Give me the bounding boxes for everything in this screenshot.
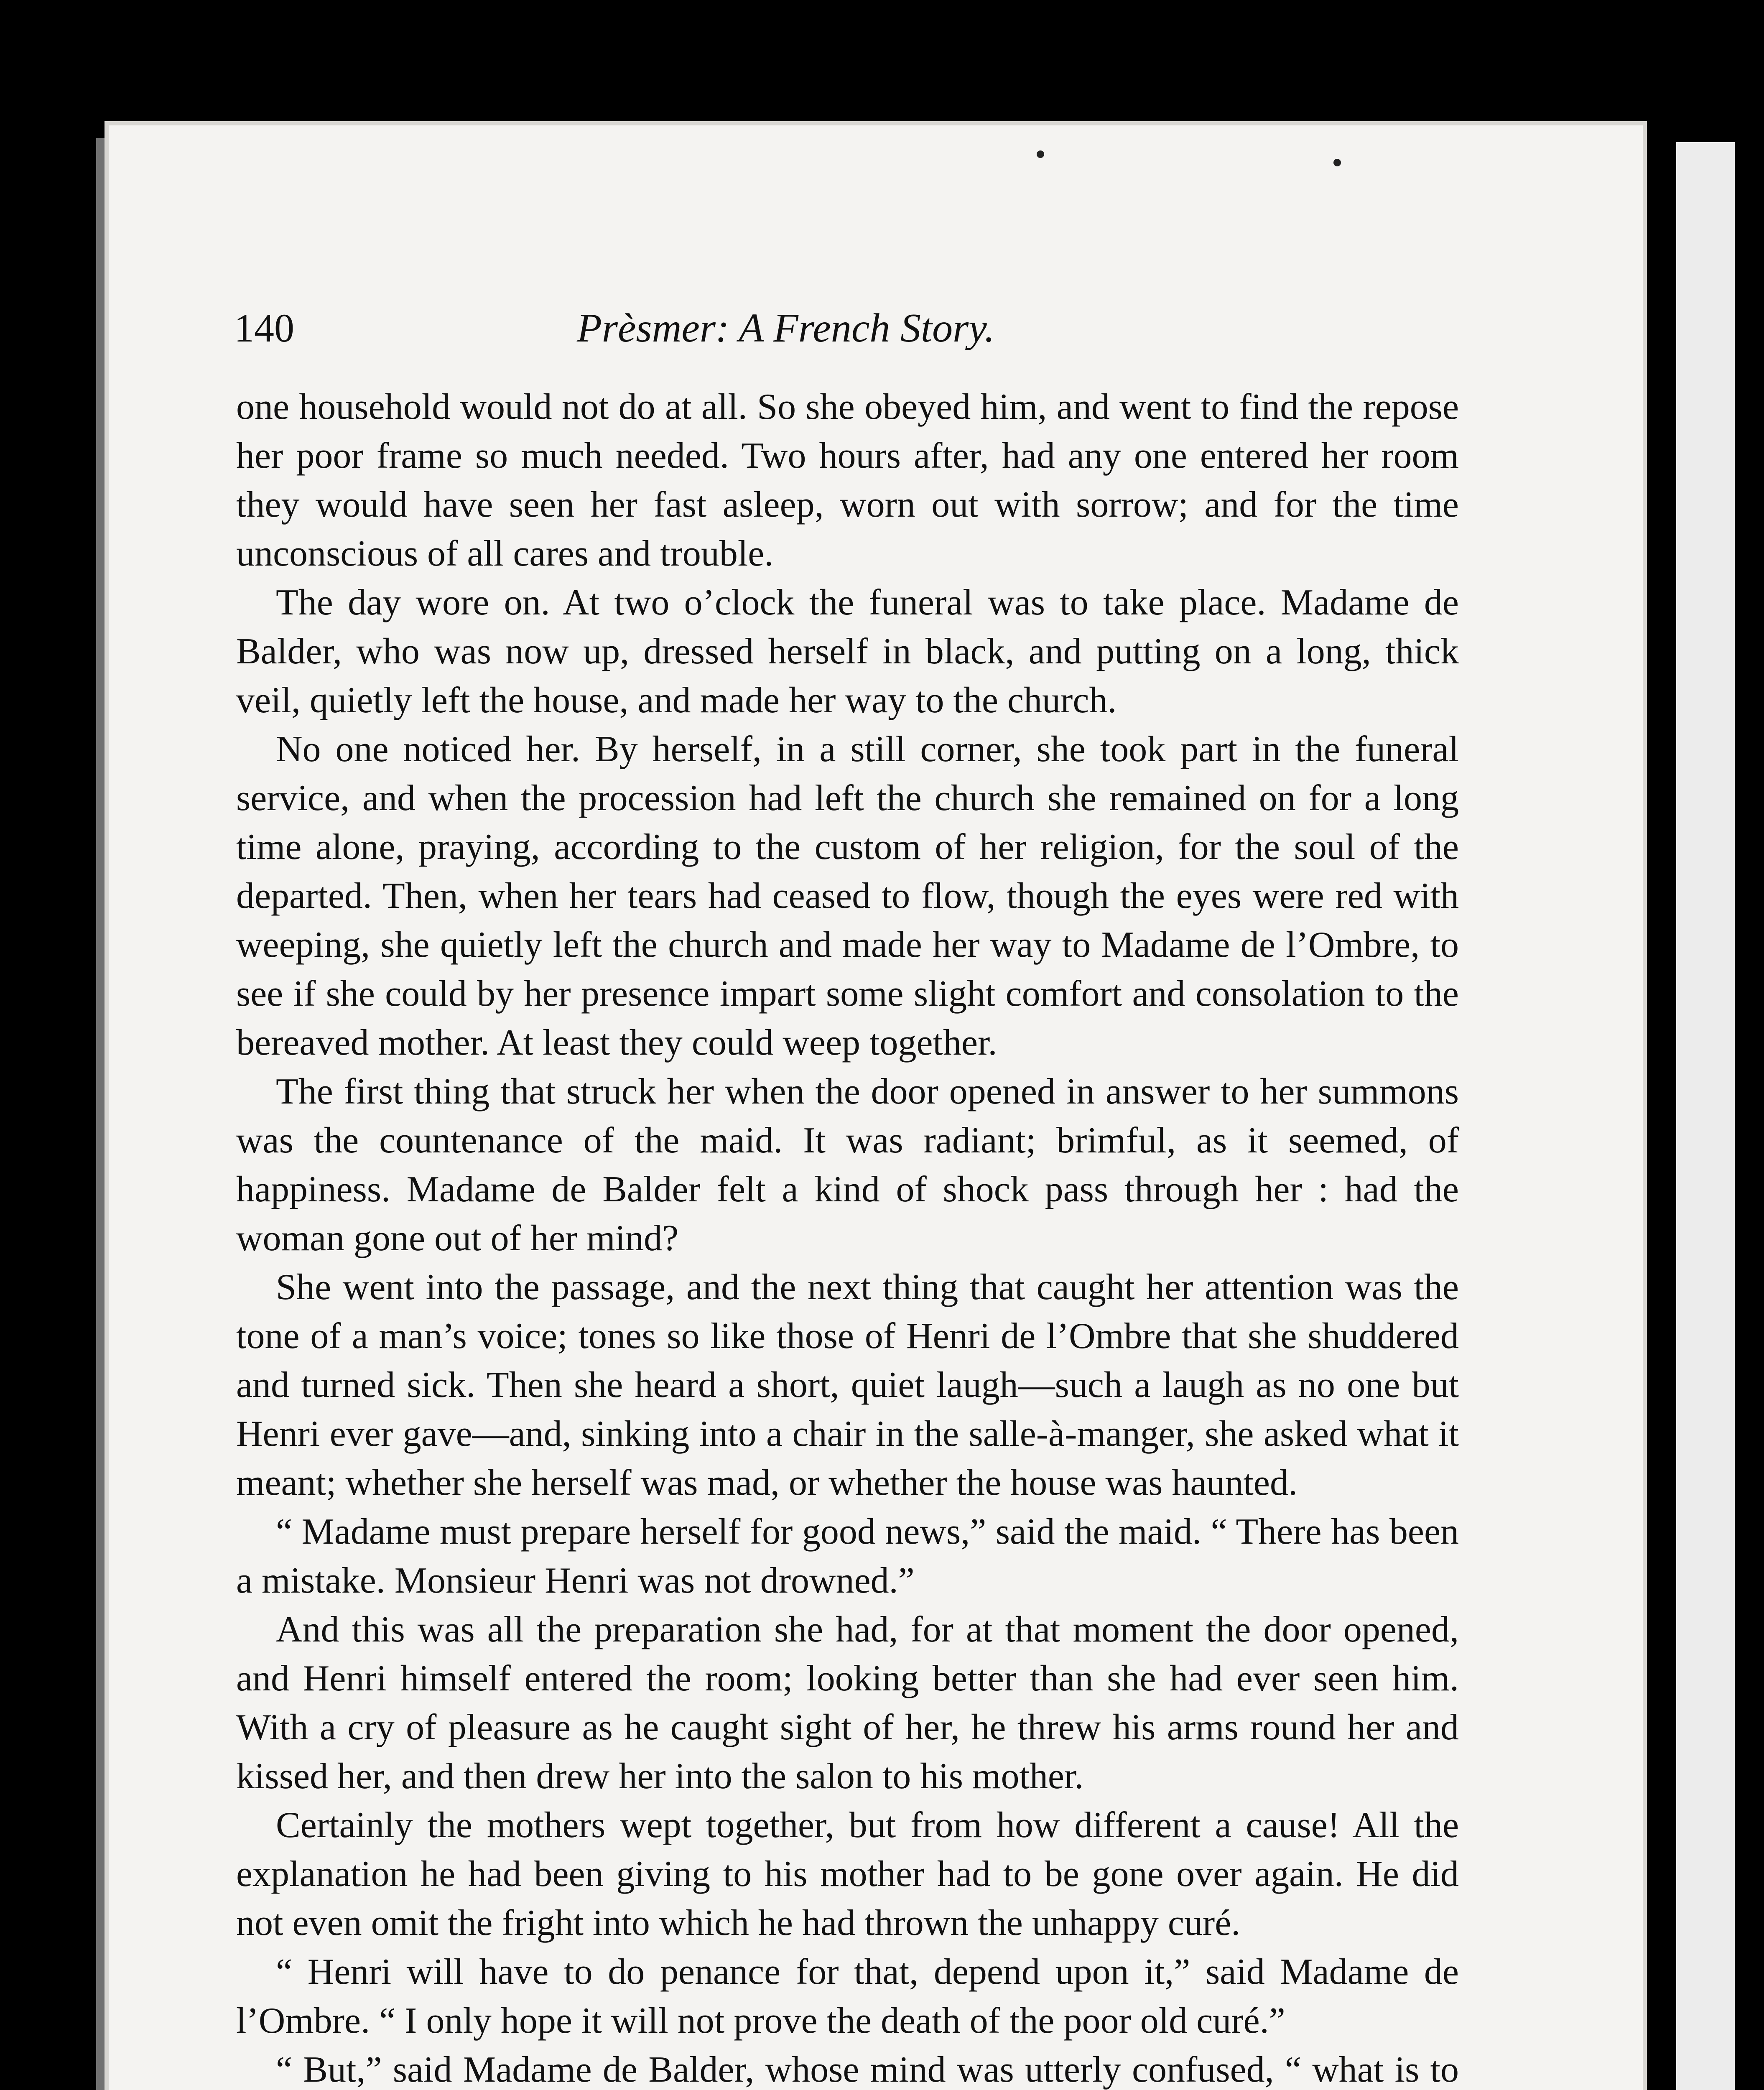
- paragraph: The day wore on. At two o’clock the funeral was to take place. Madame de Balder, who was now up, dressed herself in black, and putting on a long, thick veil, quietly left the house, and made her way to the church.: [236, 582, 1459, 721]
- paragraph: No one noticed her. By herself, in a still corner, she took part in the funeral service, and when the procession had left the church she remained on for a long time alone, praying, according to the custom of her religion, for the soul of the departed. Then, when her tears had ceased to flow, though the eyes were red with weeping, she quietly left the church and made her way to Madame de l’Ombre, to see if she could by her presence impart some slight comfort and consolation to the bereaved mother. At least they could weep together.: [236, 729, 1459, 1063]
- paper-speck: [1037, 150, 1044, 158]
- paragraph: “ Henri will have to do penance for that, depend upon it,” said Madame de l’Ombre. “ I only hope it will not prove the death of the poor old curé.”: [236, 1952, 1459, 2041]
- paragraph: Certainly the mothers wept together, but from how different a cause! All the explanation he had been giving to his mother had to be gone over again. He did not even omit the fright into which he had thrown the unhappy curé.: [236, 1805, 1459, 1943]
- paragraph: The first thing that struck her when the door opened in answer to her summons was the countenance of the maid. It was radiant; brimful, as it seemed, of happiness. Madame de Balder felt a kind of shock pass through her : had the woman gone out of her mind?: [236, 1071, 1459, 1259]
- paragraph: one household would not do at all. So she obeyed him, and went to find the repose her poor frame so much needed. Two hours after, had any one entered her room they would have seen her fast asleep, worn out with sorrow; and for the time unconscious of all cares and trouble.: [236, 387, 1459, 574]
- paragraph: “ Madame must prepare herself for good news,” said the maid. “ There has been a mistake. Monsieur Henri was not drowned.”: [236, 1511, 1459, 1601]
- paragraph: She went into the passage, and the next thing that caught her attention was the tone of a man’s voice; tones so like those of Henri de l’Ombre that she shuddered and turned sick. Then she heard a short, quiet laugh—such a laugh as no one but Henri ever gave—and, sinking into a chair in the salle-à-manger, she asked what it meant; whether she herself was mad, or whether the house was haunted.: [236, 1267, 1459, 1503]
- facing-page-edge: [1676, 142, 1735, 2090]
- paragraph: “ But,” said Madame de Balder, whose mind was utterly confused, “ what is to: [276, 2049, 1459, 2090]
- body-text: [236, 382, 1459, 2090]
- running-title: Prèsmer: A French Story.: [577, 306, 995, 351]
- paper-speck: [1333, 159, 1341, 166]
- page-header: [234, 305, 1471, 351]
- paragraph: And this was all the preparation she had, for at that moment the door opened, and Henri himself entered the room; looking better than she had ever seen him. With a cry of pleasure as he caught sight of her, he threw his arms round her and kissed her, and then drew her into the salon to his mother.: [236, 1609, 1459, 1797]
- page-number: 140: [234, 306, 294, 350]
